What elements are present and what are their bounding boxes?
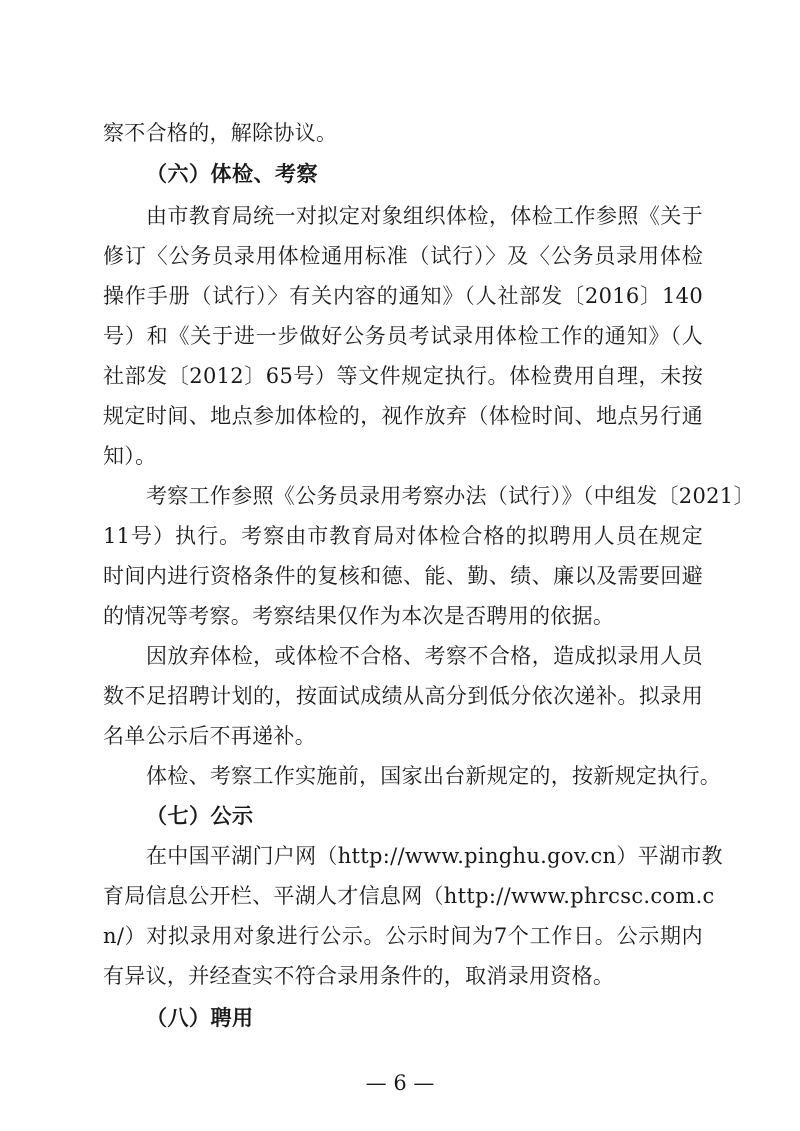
paragraph-line: 操作手册（试行）〉有关内容的通知》（人社部发〔2016〕140 <box>103 284 703 308</box>
paragraph-line: 体检、考察工作实施前，国家出台新规定的，按新规定执行。 <box>146 764 722 788</box>
paragraph-line: 时间内进行资格条件的复核和德、能、勤、绩、廉以及需要回避 <box>103 564 703 588</box>
paragraph-line: 有异议，并经查实不符合录用条件的，取消录用资格。 <box>103 964 615 988</box>
section-heading-7: （七）公示 <box>146 804 254 828</box>
paragraph-line: 数不足招聘计划的，按面试成绩从高分到低分依次递补。拟录用 <box>103 684 703 708</box>
paragraph-line: 号）和《关于进一步做好公务员考试录用体检工作的通知》（人 <box>103 324 703 348</box>
paragraph-line: 社部发〔2012〕65号）等文件规定执行。体检费用自理，未按 <box>103 364 703 388</box>
paragraph-line: 的情况等考察。考察结果仅作为本次是否聘用的依据。 <box>103 604 615 628</box>
paragraph-line: n/）对拟录用对象进行公示。公示时间为7个工作日。公示期内 <box>103 924 703 948</box>
page-number: — 6 — <box>365 1071 435 1095</box>
paragraph-line: 育局信息公开栏、平湖人才信息网（http://www.phrcsc.com.c <box>103 884 715 908</box>
paragraph-line: 规定时间、地点参加体检的，视作放弃（体检时间、地点另行通 <box>103 404 703 428</box>
paragraph-line: 修订〈公务员录用体检通用标准（试行）〉及〈公务员录用体检 <box>103 244 703 268</box>
section-heading-8: （八）聘用 <box>146 1006 254 1030</box>
paragraph-line: 考察工作参照《公务员录用考察办法（试行）》（中组发〔2021〕 <box>146 484 755 508</box>
paragraph-line: 由市教育局统一对拟定对象组织体检，体检工作参照《关于 <box>146 204 703 228</box>
paragraph-line: 察不合格的，解除协议。 <box>103 121 338 145</box>
paragraph-line: 名单公示后不再递补。 <box>103 724 316 748</box>
section-heading-6: （六）体检、考察 <box>146 162 318 186</box>
paragraph-line: 知）。 <box>103 444 157 468</box>
paragraph-line: 11号）执行。考察由市教育局对体检合格的拟聘用人员在规定 <box>103 524 703 548</box>
paragraph-line: 在中国平湖门户网（http://www.pinghu.gov.cn）平湖市教 <box>146 844 723 868</box>
paragraph-line: 因放弃体检，或体检不合格、考察不合格，造成拟录用人员 <box>146 644 703 668</box>
